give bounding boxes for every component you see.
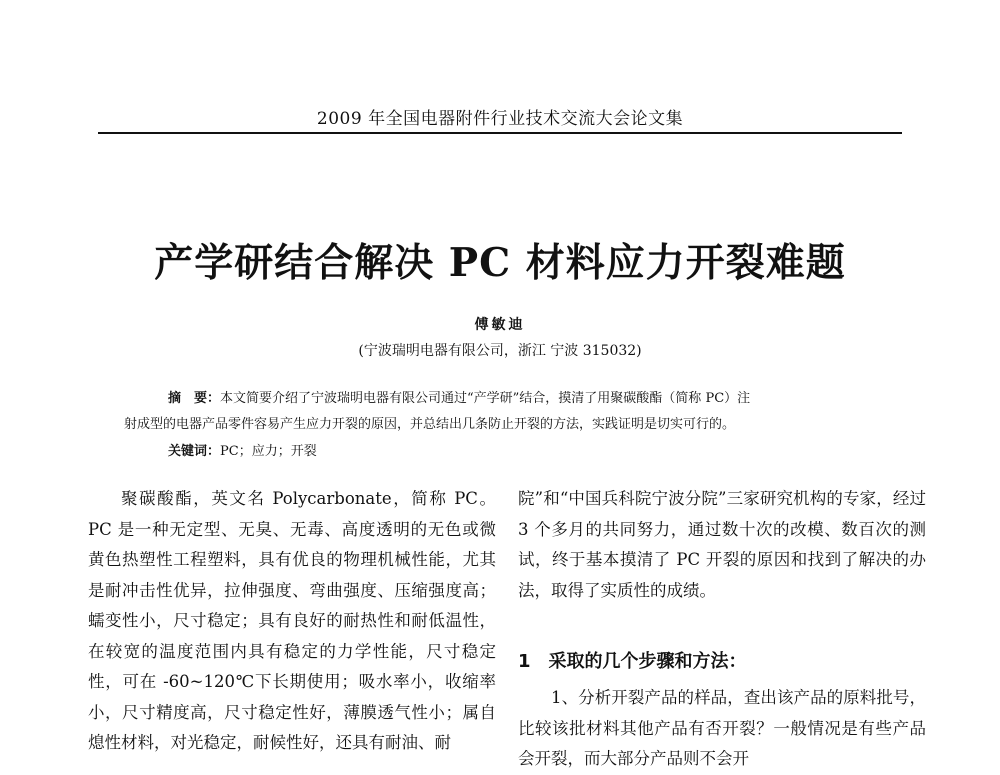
- right-column-top: [518, 484, 926, 606]
- abstract-line-2: 射成型的电器产品零件容易产生应力开裂的原因，并总结出几条防止开裂的方法，实践证明是切实可行的。: [124, 417, 736, 432]
- section-heading: 1 采取的几个步骤和方法：: [518, 651, 747, 672]
- author-name: 傅敏迪: [474, 317, 526, 333]
- running-header: 2009 年全国电器附件行业技术交流大会论文集: [316, 109, 684, 129]
- keywords-text: PC；应力；开裂: [220, 444, 317, 459]
- author-affiliation: (宁波瑞明电器有限公司，浙江 宁波 315032): [358, 343, 642, 359]
- abstract-label: 摘 要：: [168, 391, 221, 406]
- left-column: [88, 484, 496, 759]
- keywords-label: 关键词：: [168, 444, 221, 459]
- right-column-body: [518, 683, 926, 775]
- keywords: [168, 440, 317, 459]
- paper-title: 产学研结合解决 PC 材料应力开裂难题: [154, 240, 846, 286]
- right-paragraph-body: 1、分析开裂产品的样品，查出该产品的原料批号，比较该批材料其他产品有否开裂？一般情况是有些产品会开裂，而大部分产品则不会开: [518, 688, 926, 768]
- abstract: [124, 386, 884, 438]
- left-paragraph: 聚碳酸酯，英文名 Polycarbonate，简称 PC。PC 是一种无定型、无臭、无毒、高度透明的无色或微黄色热塑性工程塑料，具有优良的物理机械性能，尤其是耐冲击性优异，拉伸强度、弯曲强度、压缩强度高；蠕变性小，尺寸稳定；具有良好的耐热性和耐低温性，在较宽的温度范围内具有稳定的力学性能，尺寸稳定性，可在 -60~120℃下长期使用；吸水率小，收缩率小，尺寸精度高，尺寸稳定性好，薄膜透气性小；属自熄性材料，对光稳定，耐候性好，还具有耐油、耐: [88, 489, 496, 752]
- abstract-line-1: 本文简要介绍了宁波瑞明电器有限公司通过“产学研”结合，摸清了用聚碳酸酯（简称 PC）注: [220, 391, 751, 406]
- header-rule: [98, 132, 902, 134]
- right-paragraph-top: 院”和“中国兵科院宁波分院”三家研究机构的专家，经过 3 个多月的共同努力，通过数十次的改模、数百次的测试，终于基本摸清了 PC 开裂的原因和找到了解决的办法，取得了实质性的成绩。: [518, 489, 926, 600]
